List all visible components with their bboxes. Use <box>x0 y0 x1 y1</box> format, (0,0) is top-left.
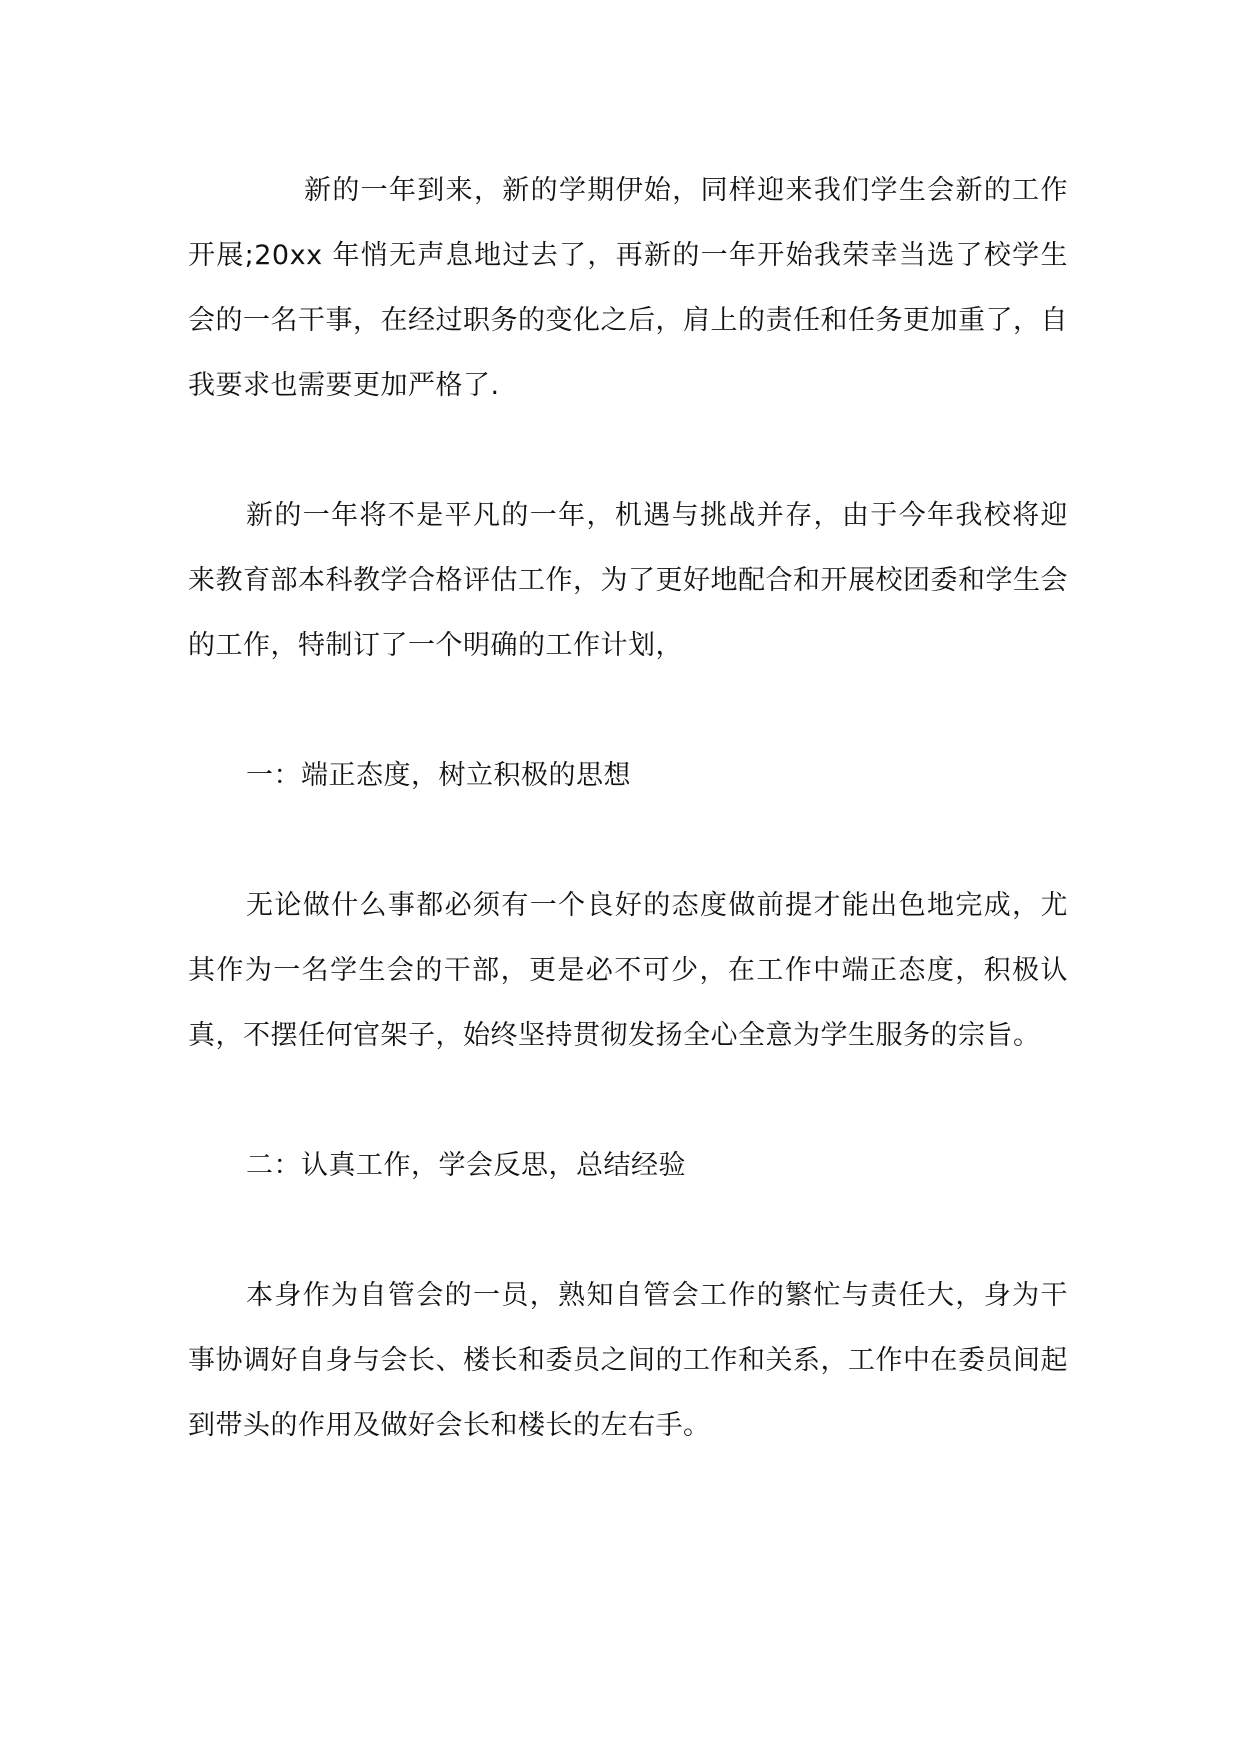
section-1-paragraph: 无论做什么事都必须有一个良好的态度做前提才能出色地完成，尤其作为一名学生会的干部，更是必不可少，在工作中端正态度，积极认真，不摆任何官架子，始终坚持贯彻发扬全心全意为学生服务的宗旨。 <box>188 890 1068 1051</box>
section-2-paragraph: 本身作为自管会的一员，熟知自管会工作的繁忙与责任大，身为干事协调好自身与会长、楼长和委员之间的工作和关系，工作中在委员间起到带头的作用及做好会长和楼长的左右手。 <box>188 1280 1068 1441</box>
paragraph-spacer <box>188 1068 1068 1133</box>
paragraph-spacer <box>188 1198 1068 1263</box>
context-paragraph: 新的一年将不是平凡的一年，机遇与挑战并存，由于今年我校将迎来教育部本科教学合格评估工作，为了更好地配合和开展校团委和学生会的工作，特制订了一个明确的工作计划， <box>188 500 1068 661</box>
paragraph-spacer <box>188 418 1068 483</box>
paragraph-spacer <box>188 678 1068 743</box>
document-body <box>188 158 1068 1458</box>
paragraph-spacer <box>188 808 1068 873</box>
section-heading-2: 二：认真工作，学会反思，总结经验 <box>246 1150 686 1181</box>
intro-paragraph: 新的一年到来，新的学期伊始，同样迎来我们学生会新的工作开展;20xx 年悄无声息地过去了，再新的一年开始我荣幸当选了校学生会的一名干事，在经过职务的变化之后，肩上的责任和任务更加重了，自我要求也需要更加严格了. <box>188 175 1068 401</box>
section-heading-1: 一：端正态度，树立积极的思想 <box>246 760 631 791</box>
